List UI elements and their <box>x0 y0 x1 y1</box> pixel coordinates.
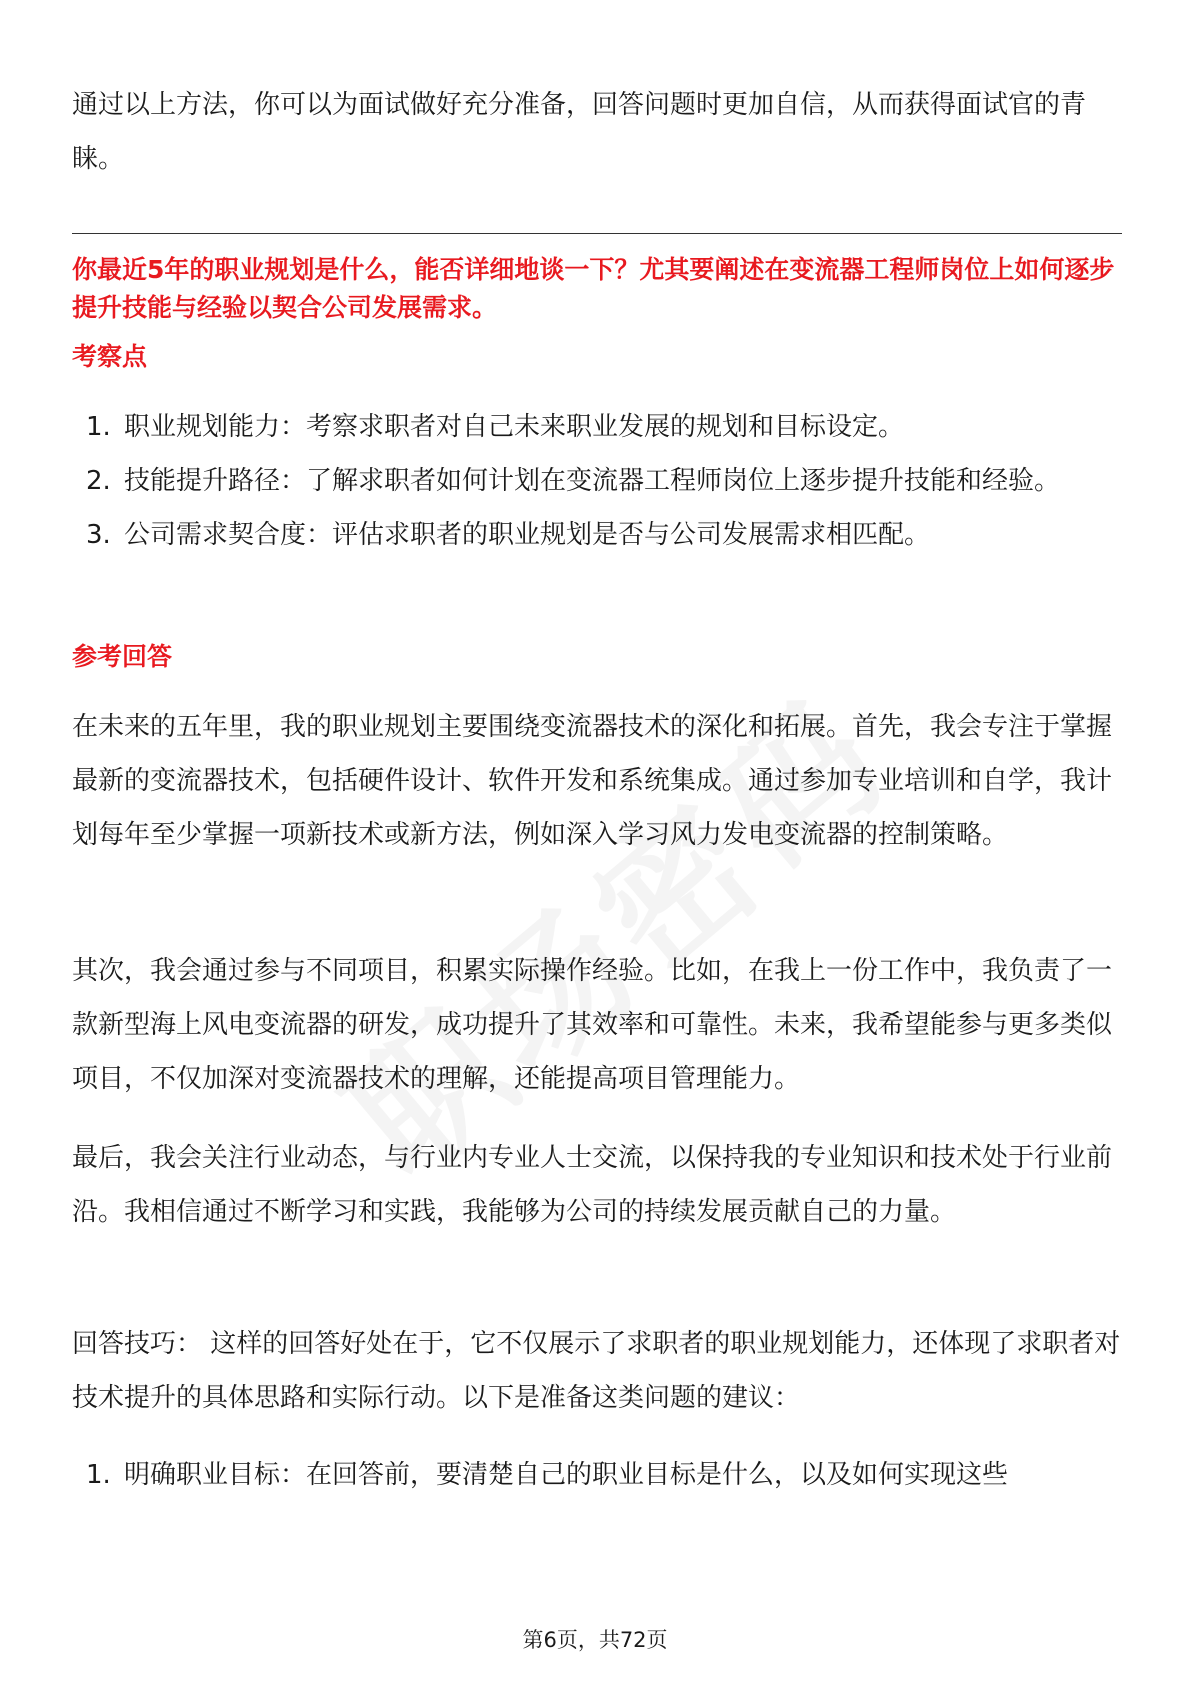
tips-paragraph: 回答技巧： 这样的回答好处在于，它不仅展示了求职者的职业规划能力，还体现了求职者对技术提升的具体思路和实际行动。以下是准备这类问题的建议： <box>72 1329 1121 1413</box>
checkpoints-list <box>72 400 1122 562</box>
list-item <box>72 508 1122 562</box>
intro-paragraph: 通过以上方法，你可以为面试做好充分准备，回答问题时更加自信，从而获得面试官的青睐。 <box>72 90 1087 174</box>
list-number: 3. <box>86 520 111 550</box>
checkpoints-heading: 考察点 <box>72 342 148 371</box>
list-number: 1. <box>86 1460 111 1490</box>
list-item-text: 职业规划能力：考察求职者对自己未来职业发展的规划和目标设定。 <box>124 412 905 442</box>
answer-paragraph-1: 在未来的五年里，我的职业规划主要围绕变流器技术的深化和拓展。首先，我会专注于掌握最新的变流器技术，包括硬件设计、软件开发和系统集成。通过参加专业培训和自学，我计划每年至少掌握一项新技术或新方法，例如深入学习风力发电变流器的控制策略。 <box>72 712 1113 850</box>
section-divider <box>72 233 1122 234</box>
list-item-text: 技能提升路径：了解求职者如何计划在变流器工程师岗位上逐步提升技能和经验。 <box>124 466 1061 496</box>
list-number: 1. <box>86 412 111 442</box>
list-item-text: 明确职业目标：在回答前，要清楚自己的职业目标是什么，以及如何实现这些 <box>124 1460 1009 1490</box>
list-number: 2. <box>86 466 111 496</box>
reference-answer-heading: 参考回答 <box>72 642 173 671</box>
page-footer: 第6页，共72页 <box>522 1628 668 1652</box>
answer-paragraph-2: 其次，我会通过参与不同项目，积累实际操作经验。比如，在我上一份工作中，我负责了一款新型海上风电变流器的研发，成功提升了其效率和可靠性。未来，我希望能参与更多类似项目，不仅加深对变流器技术的理解，还能提高项目管理能力。 <box>72 956 1113 1094</box>
list-item <box>72 1448 1122 1502</box>
list-item-text: 公司需求契合度：评估求职者的职业规划是否与公司发展需求相匹配。 <box>124 520 931 550</box>
list-item <box>72 454 1122 508</box>
question-title: 你最近5年的职业规划是什么，能否详细地谈一下？尤其要阐述在变流器工程师岗位上如何逐步提升技能与经验以契合公司发展需求。 <box>72 255 1115 322</box>
answer-paragraph-3: 最后，我会关注行业动态，与行业内专业人士交流，以保持我的专业知识和技术处于行业前沿。我相信通过不断学习和实践，我能够为公司的持续发展贡献自己的力量。 <box>72 1143 1113 1227</box>
list-item <box>72 400 1122 454</box>
tips-list <box>72 1448 1122 1502</box>
